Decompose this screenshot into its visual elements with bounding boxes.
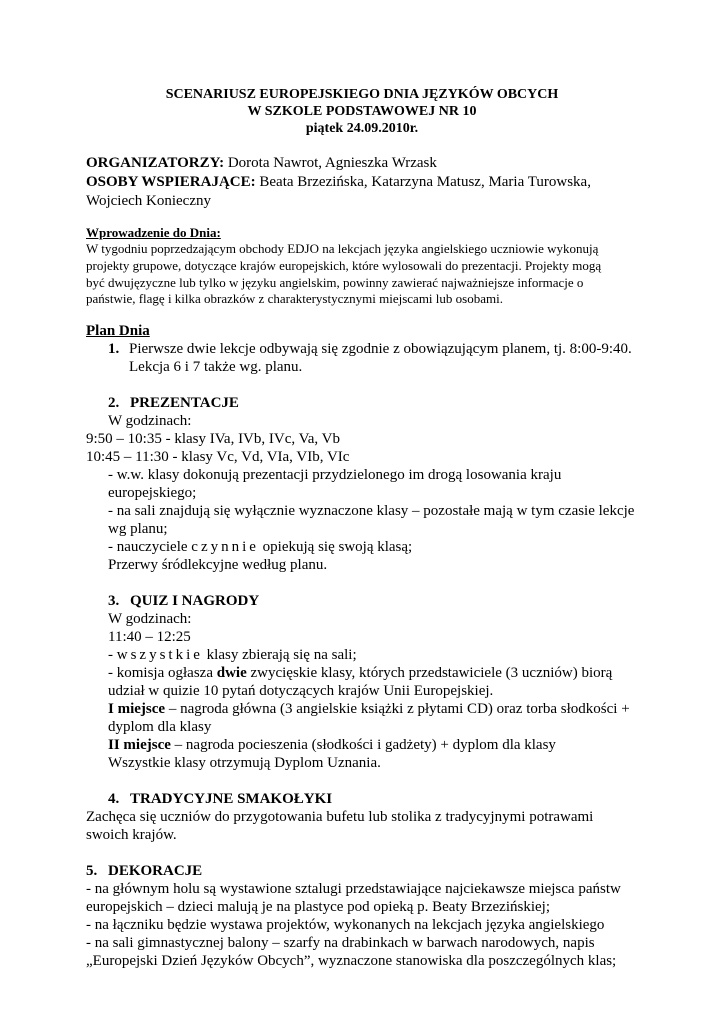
quiz-line-1: - wszystkie klasy zbierają się na sali; [108, 647, 357, 664]
supporters-label: OSOBY WSPIERAJĄCE: [86, 174, 256, 190]
second-prize: II miejsce – nagroda pocieszenia (słodkości i gadżety) + dyplom dla klasy [108, 737, 556, 754]
hours-label: W godzinach: [108, 413, 192, 430]
quiz-line-3: udział w quizie 10 pytań dotyczących krajów Unii Europejskiej. [108, 683, 494, 700]
intro-line: projekty grupowe, dotyczące krajów europejskich, które wylosowali do prezentacji. Projekty mogą [86, 257, 602, 273]
section-2 [86, 394, 638, 574]
section-number: 2. [108, 395, 120, 412]
hours-label: W godzinach: [108, 611, 192, 628]
section-1-line-1: Pierwsze dwie lekcje odbywają się zgodnie z obowiązującym planem, tj. 8:00-9:40. [129, 341, 632, 358]
bullet-4: Przerwy śródlekcyjne według planu. [108, 557, 328, 574]
intro-line: być dwujęzyczne lub tylko w języku angielskim, powinny zawierać najważniejsze informacje o [86, 274, 584, 290]
section-4 [86, 790, 638, 844]
section-4-line-1: Zachęca się uczniów do przygotowania bufetu lub stolika z tradycyjnymi potrawami [86, 809, 594, 826]
title-line-1: SCENARIUSZ EUROPEJSKIEGO DNIA JĘZYKÓW OBCYCH [165, 87, 559, 102]
document-page [86, 86, 638, 970]
organizers-line [86, 154, 638, 173]
intro-line: państwie, flagę i kilka obrazków z charakterystycznymi miejscami lub osobami. [86, 291, 503, 307]
section-number: 5. [86, 863, 98, 880]
organizers-block [86, 154, 638, 211]
section-number: 4. [108, 791, 120, 808]
title-line-2: W SZKOLE PODSTAWOWEJ NR 10 [247, 104, 477, 119]
section-1 [86, 340, 638, 376]
first-prize-cont: dyplom dla klasy [108, 719, 212, 736]
first-prize: I miejsce – nagroda główna (3 angielskie książki z płytami CD) oraz torba słodkości + [108, 701, 630, 718]
section-number: 3. [108, 593, 120, 610]
bullet-1a: - w.w. klasy dokonują prezentacji przydzielonego im drogą losowania kraju [108, 467, 562, 484]
time-slot-2: 10:45 – 11:30 - klasy Vc, Vd, VIa, VIb, VIc [86, 449, 350, 466]
document-title [86, 86, 638, 137]
quiz-line-2: - komisja ogłasza dwie zwycięskie klasy, których przedstawiciele (3 uczniów) biorą [108, 665, 613, 682]
plan-heading: Plan Dnia [86, 323, 150, 340]
spaced-word: wszystkie [116, 647, 203, 664]
section-5-line-1: - na głównym holu są wystawione sztalugi przedstawiające najciekawsze miejsca państw [86, 881, 621, 898]
section-4-line-2: swoich krajów. [86, 827, 177, 844]
bullet-1b: europejskiego; [108, 485, 197, 502]
intro-heading: Wprowadzenie do Dnia: [86, 225, 221, 240]
organizers-label: ORGANIZATORZY: [86, 155, 225, 171]
organizers-value: Dorota Nawrot, Agnieszka Wrzask [224, 155, 437, 171]
spaced-word: czynnie [191, 539, 259, 556]
section-title: DEKORACJE [108, 863, 203, 880]
supporters-line-2: Wojciech Konieczny [86, 193, 211, 209]
time-slot: 11:40 – 12:25 [108, 629, 191, 646]
bullet-2a: - na sali znajdują się wyłącznie wyznaczone klasy – pozostałe mają w tym czasie lekcje [108, 503, 635, 520]
section-title: QUIZ I NAGRODY [130, 593, 260, 610]
intro-line: W tygodniu poprzedzającym obchody EDJO na lekcjach języka angielskiego uczniowie wykonują [86, 241, 599, 256]
supporters-value: Beata Brzezińska, Katarzyna Matusz, Maria Turowska, [255, 174, 591, 190]
supporters-line [86, 173, 638, 192]
time-slot-1: 9:50 – 10:35 - klasy IVa, IVb, IVc, Va, Vb [86, 431, 340, 448]
section-3 [86, 592, 638, 772]
title-line-3: piątek 24.09.2010r. [305, 121, 419, 136]
section-5-line-3: - na łączniku będzie wystawa projektów, wykonanych na lekcjach języka angielskiego [86, 917, 605, 934]
section-1-line-2: Lekcja 6 i 7 także wg. planu. [129, 359, 303, 376]
section-5-line-4: - na sali gimnastycznej balony – szarfy na drabinkach w barwach narodowych, napis [86, 935, 595, 952]
section-5-line-5: „Europejski Dzień Języków Obcych”, wyznaczone stanowiska dla poszczególnych klas; [86, 953, 617, 970]
bullet-2b: wg planu; [108, 521, 168, 538]
bullet-3: - nauczyciele czynnie opiekują się swoją klasą; [108, 539, 413, 556]
section-number: 1. [108, 341, 120, 358]
section-title: PREZENTACJE [130, 395, 239, 412]
section-5-line-2: europejskich – dzieci malują je na plastyce pod opieką p. Beaty Brzezińskiej; [86, 899, 551, 916]
all-classes-line: Wszystkie klasy otrzymują Dyplom Uznania. [108, 755, 381, 772]
section-5 [86, 862, 638, 970]
section-title: TRADYCYJNE SMAKOŁYKI [130, 791, 333, 808]
intro-paragraph [86, 241, 638, 308]
